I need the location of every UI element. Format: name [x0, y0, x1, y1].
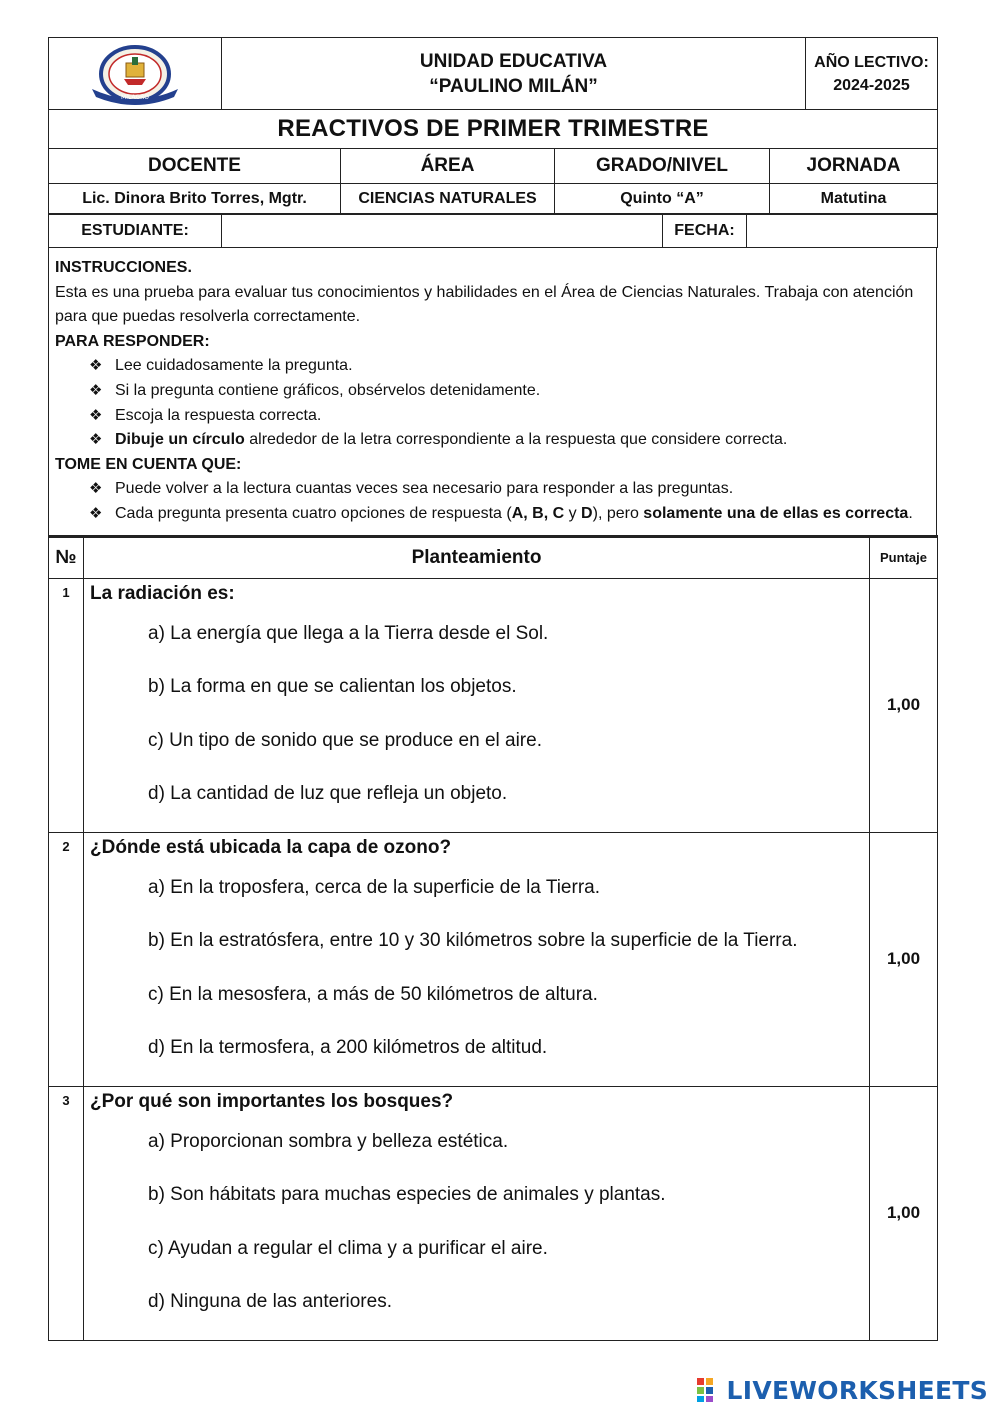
info-value-docente: Lic. Dinora Brito Torres, Mgtr. — [49, 183, 341, 214]
col-header-num: № — [49, 536, 84, 578]
liveworksheets-logo-icon — [697, 1378, 723, 1402]
options-list — [90, 1131, 863, 1314]
note-list — [55, 477, 930, 526]
option-b[interactable]: b) En la estratósfera, entre 10 y 30 kilómetros sobre la superficie de la Tierra. — [148, 930, 798, 952]
question-cell — [84, 1086, 870, 1340]
diamond-bullet-icon: ❖ — [89, 504, 103, 522]
note-item-1: Puede volver a la lectura cuantas veces sea necesario para responder a las preguntas. — [115, 480, 734, 498]
option-c[interactable]: c) Un tipo de sonido que se produce en el aire. — [148, 729, 542, 751]
list-item — [89, 477, 930, 502]
respond-heading: PARA RESPONDER: — [55, 332, 210, 350]
list-item — [89, 404, 930, 429]
diamond-bullet-icon: ❖ — [89, 406, 103, 424]
header-table — [48, 37, 938, 149]
note-item-2-bold: solamente una de ellas es correcta — [643, 504, 909, 522]
table-row — [49, 832, 938, 1086]
question-number: 1 — [49, 578, 84, 832]
note-letters-abc: A, B, C — [511, 504, 565, 522]
option-a[interactable]: a) En la troposfera, cerca de la superficie de la Tierra. — [148, 876, 601, 898]
date-label: FECHA: — [663, 214, 747, 248]
note-item-2-end: . — [908, 504, 913, 522]
question-text: La radiación es: — [90, 582, 235, 604]
list-item — [89, 502, 930, 527]
liveworksheets-watermark[interactable] — [697, 1376, 988, 1404]
diamond-bullet-icon: ❖ — [89, 480, 103, 498]
watermark-text: LIVEWORKSHEETS — [726, 1375, 988, 1405]
school-logo-cell — [49, 38, 222, 110]
page-title: REACTIVOS DE PRIMER TRIMESTRE — [49, 110, 938, 149]
question-text: ¿Por qué son importantes los bosques? — [90, 1090, 454, 1112]
info-header-area: ÁREA — [341, 148, 555, 183]
question-cell — [84, 578, 870, 832]
list-item — [89, 354, 930, 379]
option-c[interactable]: c) Ayudan a regular el clima y a purificar el aire. — [148, 1237, 548, 1259]
respond-list — [55, 354, 930, 452]
note-heading: TOME EN CUENTA QUE: — [55, 455, 242, 473]
date-field[interactable] — [747, 214, 938, 248]
table-row — [49, 578, 938, 832]
exam-sheet — [48, 37, 937, 1341]
diamond-bullet-icon: ❖ — [89, 357, 103, 375]
respond-item-4-bold: Dibuje un círculo — [115, 431, 245, 449]
questions-table — [48, 535, 938, 1341]
question-score: 1,00 — [870, 1086, 938, 1340]
list-item — [89, 428, 930, 453]
school-name-line2: “PAULINO MILÁN” — [429, 75, 598, 97]
option-c[interactable]: c) En la mesosfera, a más de 50 kilómetros de altura. — [148, 983, 598, 1005]
school-logo-icon — [86, 43, 184, 105]
info-table — [48, 148, 938, 215]
instructions-heading: INSTRUCCIONES. — [55, 259, 192, 276]
logo-bottom-text: MILAGRO — [121, 93, 149, 101]
option-d[interactable]: d) Ninguna de las anteriores. — [148, 1291, 392, 1313]
info-header-grado: GRADO/NIVEL — [555, 148, 770, 183]
info-header-docente: DOCENTE — [49, 148, 341, 183]
student-table — [48, 213, 938, 248]
option-a[interactable]: a) Proporcionan sombra y belleza estética. — [148, 1130, 509, 1152]
question-number: 2 — [49, 832, 84, 1086]
option-d[interactable]: d) En la termosfera, a 200 kilómetros de altitud. — [148, 1037, 548, 1059]
school-name-line1: UNIDAD EDUCATIVA — [419, 50, 608, 72]
question-cell — [84, 832, 870, 1086]
option-d[interactable]: d) La cantidad de luz que refleja un objeto. — [148, 783, 508, 805]
student-label: ESTUDIANTE: — [49, 214, 222, 248]
school-year-label: AÑO LECTIVO: — [814, 53, 929, 71]
note-item-2y: y — [564, 504, 582, 522]
school-year-value: 2024-2025 — [833, 76, 910, 94]
respond-item-2: Si la pregunta contiene gráficos, obsérvelos detenidamente. — [115, 381, 541, 399]
option-b[interactable]: b) La forma en que se calientan los objetos. — [148, 676, 517, 698]
respond-item-4-rest: alrededor de la letra correspondiente a la respuesta que considere correcta. — [244, 431, 788, 449]
info-value-area: CIENCIAS NATURALES — [341, 183, 555, 214]
options-list — [90, 877, 863, 1060]
question-number: 3 — [49, 1086, 84, 1340]
instructions-intro: Esta es una prueba para evaluar tus conocimientos y habilidades en el Área de Ciencias Naturales. Trabaja con atención para que puedas resolverla correctamente. — [55, 283, 914, 326]
note-item-2a: Cada pregunta presenta cuatro opciones de respuesta ( — [115, 504, 512, 522]
diamond-bullet-icon: ❖ — [89, 431, 103, 449]
options-list — [90, 623, 863, 806]
info-value-grado: Quinto “A” — [555, 183, 770, 214]
student-field[interactable] — [222, 214, 663, 248]
diamond-bullet-icon: ❖ — [89, 381, 103, 399]
note-letter-d: D — [581, 504, 593, 522]
col-header-score: Puntaje — [870, 536, 938, 578]
respond-item-3: Escoja la respuesta correcta. — [115, 406, 322, 424]
note-item-2b: ), pero — [592, 504, 644, 522]
col-header-statement: Planteamiento — [84, 536, 870, 578]
respond-item-1: Lee cuidadosamente la pregunta. — [115, 357, 353, 375]
option-a[interactable]: a) La energía que llega a la Tierra desde el Sol. — [148, 622, 549, 644]
info-value-jornada: Matutina — [770, 183, 938, 214]
question-text: ¿Dónde está ubicada la capa de ozono? — [90, 836, 452, 858]
school-year-cell — [806, 38, 938, 110]
question-score: 1,00 — [870, 832, 938, 1086]
list-item — [89, 379, 930, 404]
info-header-jornada: JORNADA — [770, 148, 938, 183]
instructions-block — [48, 248, 937, 535]
question-score: 1,00 — [870, 578, 938, 832]
school-name-cell — [222, 38, 806, 110]
option-b[interactable]: b) Son hábitats para muchas especies de animales y plantas. — [148, 1184, 666, 1206]
table-row — [49, 1086, 938, 1340]
